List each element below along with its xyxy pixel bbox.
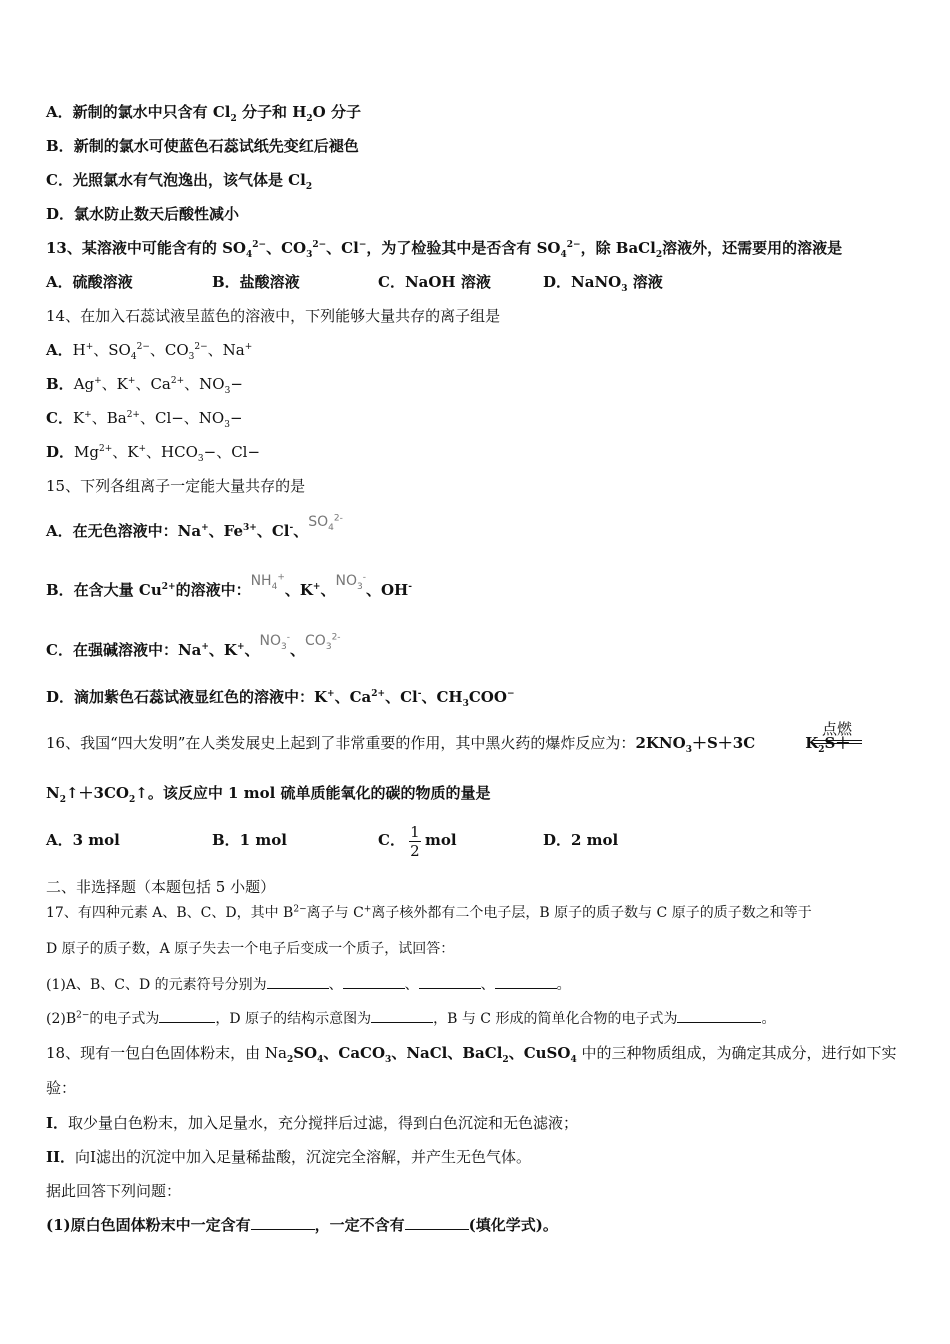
- q13-option-c: C．NaOH 溶液: [378, 273, 491, 291]
- q17-stem-line1: 17、有四种元素 A、B、C、D，其中 $B^{2-}$离子与 C+离子核外都有二个电子层，B 原子的质子数与 C 原子的质子数之和等于: [46, 904, 812, 921]
- q12-option-b: B．新制的氯水可使蓝色石蕊试纸先变红后褪色: [46, 137, 359, 155]
- q14-option-c: C．K+、$Ba^{2+}$、Cl−、$NO_3-$: [46, 409, 243, 430]
- fraction: $\frac{1}{2}$: [410, 822, 420, 860]
- q17-stem-line2: D 原子的质子数，A 原子失去一个电子后变成一个质子，试回答：: [46, 941, 455, 957]
- q13-option-d: D．NaNO$_3$ 溶液: [543, 273, 663, 294]
- q15-option-c: C．在强碱溶液中：Na+、K+、$NO_3^-$、$CO_3^{2-}$: [46, 632, 341, 659]
- q18-step2: II．向Ⅰ滤出的沉淀中加入足量稀盐酸，沉淀完全溶解，并产生无色气体。: [46, 1148, 531, 1166]
- q15-option-d: D．滴加紫色石蕊试液显红色的溶液中：K+、$Ca^{2+}$、Cl-、$CH_3COO^-$: [46, 688, 515, 709]
- q15-option-a: A．在无色溶液中：Na+、$Fe^{3+}$、Cl-、$SO_4^{2-}$: [46, 513, 343, 540]
- q12-option-c: C．光照氯水有气泡逸出，该气体是 $Cl_2$: [46, 171, 313, 192]
- q16-stem-line2: $N_2↑+3CO_2↑$。该反应中 1 mol 硫单质能氧化的碳的物质的量是: [46, 784, 491, 805]
- q16-option-d: D．2 mol: [543, 831, 619, 849]
- q16-option-a: A．3 mol: [46, 831, 120, 849]
- q16-option-b: B．1 mol: [212, 831, 287, 849]
- q18-prompt: 据此回答下列问题：: [46, 1182, 182, 1200]
- section-heading: 二、非选择题（本题包括 5 小题）: [46, 878, 276, 896]
- q13-option-a: A．硫酸溶液: [46, 273, 133, 291]
- q14-option-b: B．Ag+、K+、$Ca^{2+}$、$NO_3-$: [46, 375, 243, 396]
- q13-option-b: B．盐酸溶液: [212, 273, 300, 291]
- q15-stem: 15、下列各组离子一定能大量共存的是: [46, 477, 306, 495]
- q12-option-d: D．氯水防止数天后酸性减小: [46, 205, 240, 223]
- q14-option-a: A．H+、$SO_4^{2-}$、$CO_3^{2-}$、Na+: [46, 341, 253, 362]
- q18-stem-line1: 18、现有一包白色固体粉末，由 $Na_2SO_4$、CaCO$_3$、NaCl、BaCl$_2$、CuSO$_4$ 中的三种物质组成，为确定其成分，进行如下实: [46, 1044, 897, 1065]
- q18-stem-line2: 验：: [46, 1079, 77, 1097]
- q14-option-d: D．$Mg^{2+}$、K+、$HCO_3-$、Cl−: [46, 443, 261, 464]
- q17-part2: $(2)B^{2-}$的电子式为 ，D 原子的结构示意图为 ，B 与 C 形成的简单化合物的电子式为 。: [46, 1008, 775, 1029]
- q16-stem-line1: 16、我国“四大发明”在人类发展史上起到了非常重要的作用，其中黑火药的爆炸反应为：$2KNO_3+S+3C$ $K_2S+$: [46, 734, 851, 755]
- q12-option-a: A．新制的氯水中只含有 $Cl_2$ 分子和 $H_2O$ 分子: [46, 103, 361, 124]
- q14-stem: 14、在加入石蕊试液呈蓝色的溶液中，下列能够大量共存的离子组是: [46, 307, 501, 325]
- q16-option-c: C． $\frac{1}{2}$ mol: [378, 822, 457, 860]
- q15-option-b: B．在含大量 $Cu^{2+}$的溶液中：$NH_4^+$、K+、$NO_3^-$、OH-: [46, 572, 412, 599]
- q17-part1: (1)A、B、C、D 的元素符号分别为 、 、 、 。: [46, 974, 571, 995]
- q13-stem: 13、某溶液中可能含有的 $SO_4^{2-}$、$CO_3^{2-}$、Cl−，为了检验其中是否含有 $SO_4^{2-}$，除 BaCl$_2$溶液外，还需要用的溶液是: [46, 239, 843, 260]
- q18-step1: I．取少量白色粉末，加入足量水，充分搅拌后过滤，得到白色沉淀和无色滤液；: [46, 1114, 579, 1132]
- reaction-condition: 点燃: [812, 718, 862, 744]
- q18-part1: (1)原白色固体粉末中一定含有 ，一定不含有 (填化学式)。: [46, 1216, 558, 1234]
